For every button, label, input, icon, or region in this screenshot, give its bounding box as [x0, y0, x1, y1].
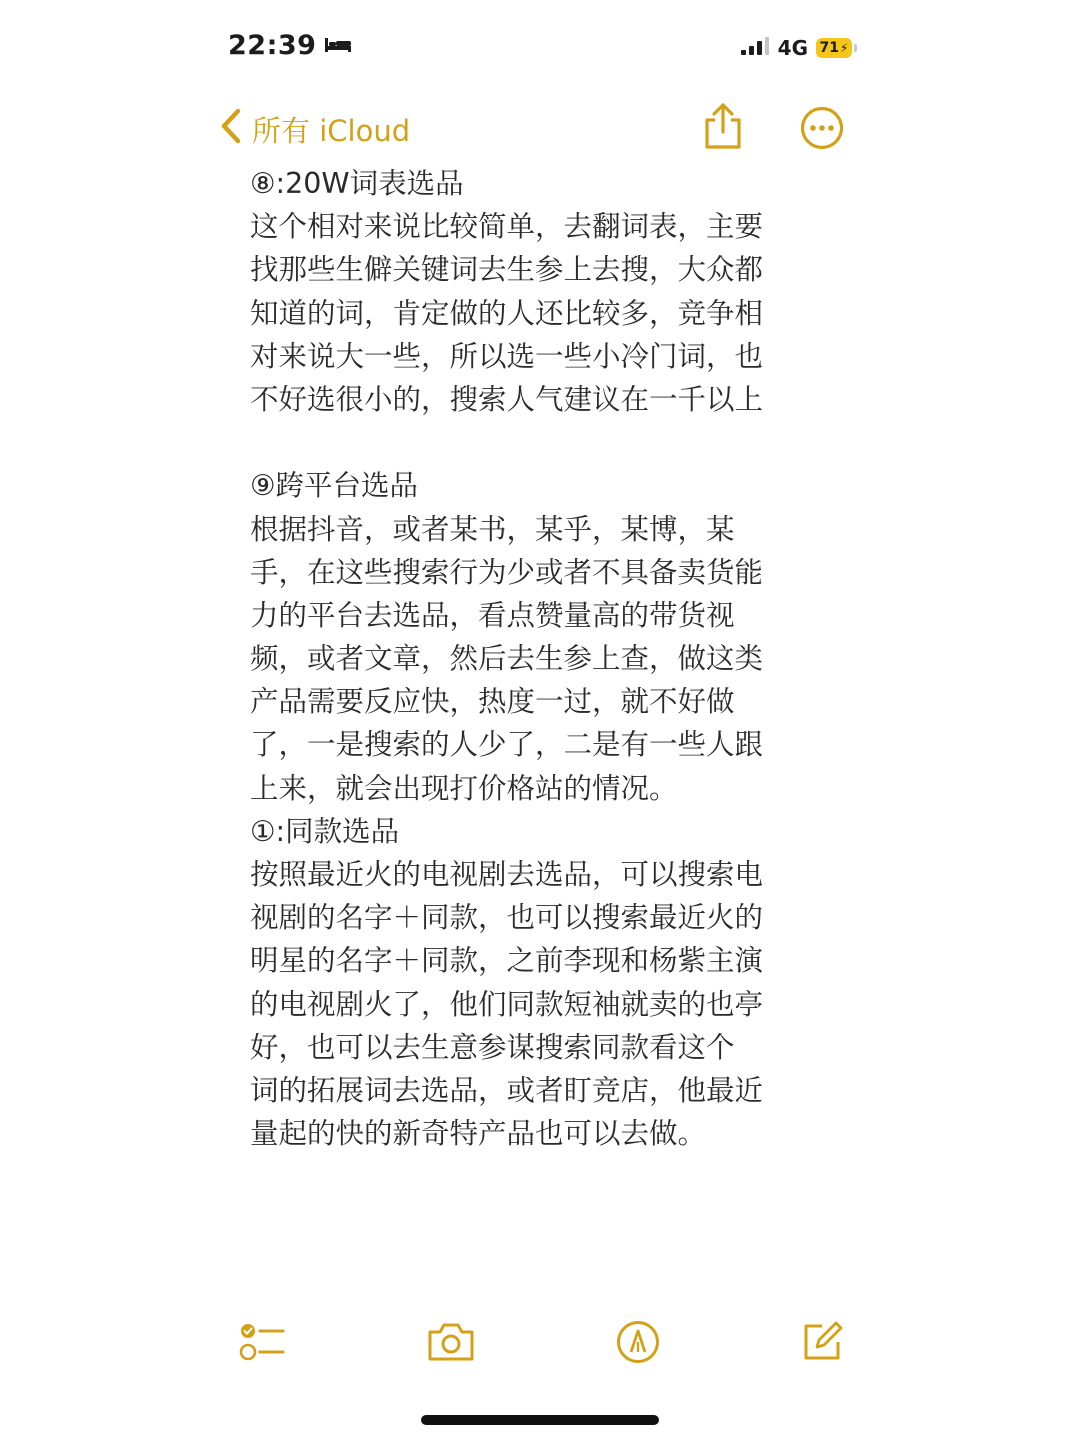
markup-button[interactable] [616, 1320, 660, 1368]
markup-icon [616, 1349, 660, 1368]
battery-level: 71 [819, 40, 840, 56]
sleep-mode-icon [324, 30, 352, 61]
compose-button[interactable] [800, 1320, 844, 1368]
battery-icon [816, 38, 852, 58]
back-button[interactable] [220, 108, 410, 151]
ellipsis-circle-icon [800, 135, 844, 154]
note-line: 按照最近火的电视剧去选品，可以搜索电 [250, 858, 764, 891]
note-line: 产品需要反应快，热度一过，就不好做 [250, 685, 735, 719]
note-line: 力的平台去选品，看点赞量高的带货视 [250, 598, 735, 632]
status-indicators [740, 36, 852, 60]
camera-button[interactable] [426, 1320, 476, 1368]
cellular-signal-icon [740, 36, 770, 60]
note-body[interactable] [250, 162, 810, 1155]
note-line: 这个相对来说比较简单，去翻词表，主要 [250, 210, 764, 244]
note-line: 上来，就会出现打价格站的情况。 [250, 771, 678, 805]
note-line: 手，在这些搜索行为少或者不具备卖货能 [250, 555, 764, 589]
note-line: 的电视剧火了，他们同款短袖就卖的也亭 [250, 987, 764, 1021]
home-indicator[interactable] [421, 1415, 659, 1425]
note-line: 了，一是搜索的人少了，二是有一些人跟 [250, 728, 764, 762]
camera-icon [426, 1349, 476, 1368]
note-line: ⑨跨平台选品 [250, 469, 419, 503]
checklist-icon [238, 1349, 286, 1368]
note-line: 好，也可以去生意参谋搜索同款看这个 [250, 1030, 735, 1064]
note-line: 对来说大一些，所以选一些小冷门词，也 [250, 339, 764, 373]
chevron-left-icon [220, 108, 242, 151]
note-line: 知道的词，肯定做的人还比较多，竞争相 [250, 296, 764, 330]
compose-icon [800, 1349, 844, 1368]
note-line: 词的拓展词去选品，或者盯竞店，他最近 [250, 1073, 764, 1107]
share-icon [702, 135, 744, 154]
note-line: 视剧的名字＋同款，也可以搜索最近火的 [250, 901, 764, 935]
back-button-label: 所有 iCloud [252, 114, 411, 148]
note-line: 不好选很小的，搜索人气建议在一千以上 [250, 382, 764, 416]
battery-cap [854, 44, 857, 52]
checklist-button[interactable] [238, 1320, 286, 1368]
note-line: ①:同款选品 [250, 814, 400, 848]
status-time-text: 22:39 [228, 30, 317, 61]
note-line: 明星的名字＋同款，之前李现和杨紫主演 [250, 944, 764, 978]
note-line: 频，或者文章，然后去生参上查，做这类 [250, 642, 764, 676]
network-type: 4G [777, 36, 808, 60]
note-line: 根据抖音，或者某书，某乎，某博，某 [250, 512, 735, 546]
charging-bolt-icon: ⚡ [840, 41, 849, 55]
more-options-button[interactable] [800, 106, 844, 154]
share-button[interactable] [702, 102, 744, 154]
note-blank-line [250, 421, 810, 464]
note-line: 找那些生僻关键词去生参上去搜，大众都 [250, 253, 764, 287]
note-line: ⑧:20W词表选品 [250, 167, 464, 200]
status-time [228, 30, 352, 61]
note-line: 量起的快的新奇特产品也可以去做。 [250, 1117, 707, 1151]
